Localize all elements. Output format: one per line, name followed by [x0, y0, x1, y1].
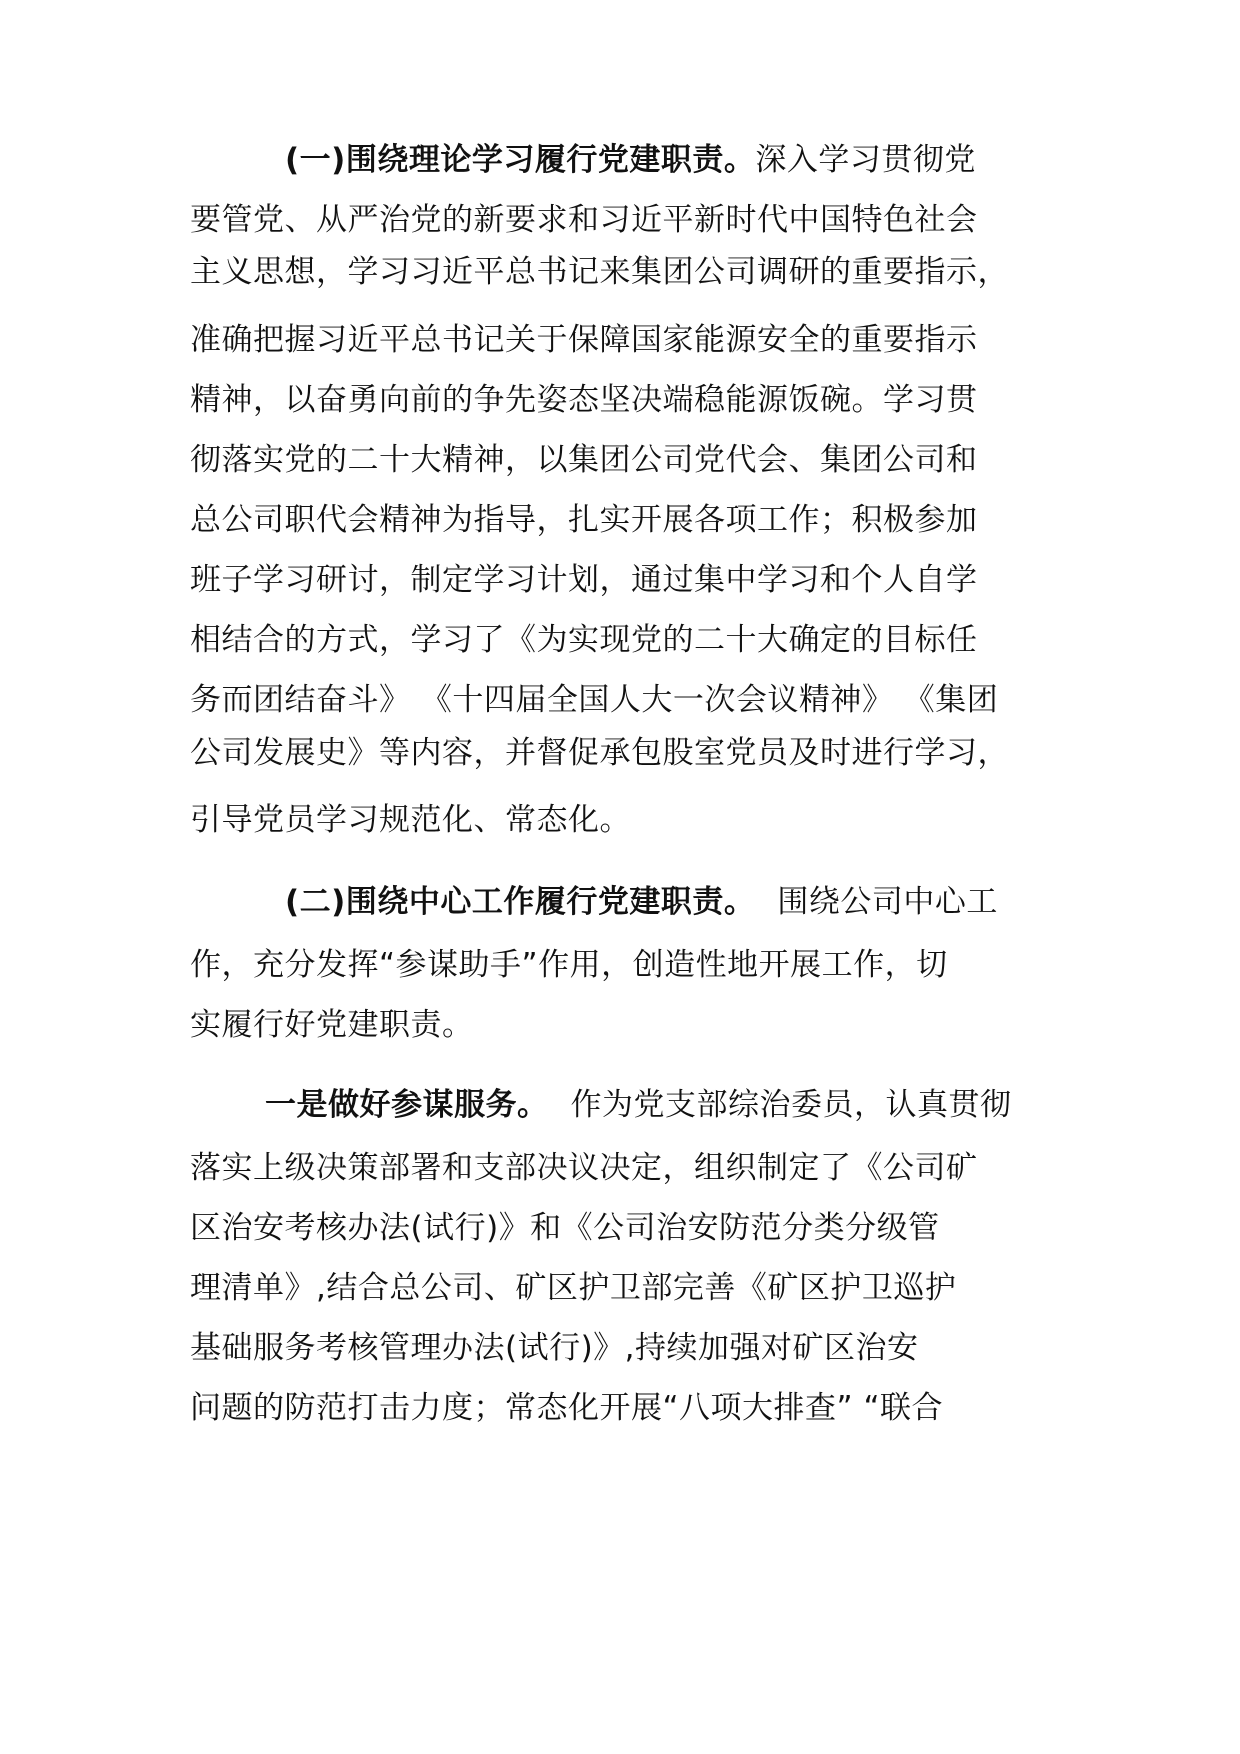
- paragraph-line: 理清单》,结合总公司、矿区护卫部完善《矿区护卫巡护: [190, 1270, 957, 1306]
- paragraph-line: 作，充分发挥“参谋助手”作用，创造性地开展工作，切: [190, 947, 948, 983]
- paragraph-line: 区治安考核办法(试行)》和《公司治安防范分类分级管: [190, 1210, 940, 1246]
- paragraph-line: 实履行好党建职责。: [190, 1007, 474, 1043]
- paragraph-line: 要管党、从严治党的新要求和习近平新时代中国特色社会: [190, 202, 978, 238]
- paragraph-line: 引导党员学习规范化、常态化。: [190, 802, 631, 838]
- paragraph-line: 彻落实党的二十大精神，以集团公司党代会、集团公司和: [190, 442, 978, 478]
- section-2-heading: (二)围绕中心工作履行党建职责。: [285, 884, 756, 920]
- paragraph-line: 务而团结奋斗》 《十四届全国人大一次会议精神》 《集团: [190, 682, 999, 718]
- paragraph-line: 落实上级决策部署和支部决议决定，组织制定了《公司矿: [190, 1150, 978, 1186]
- section-1-first-line-text: 深入学习贯彻党: [755, 142, 976, 178]
- paragraph-line: 基础服务考核管理办法(试行)》,持续加强对矿区治安: [190, 1330, 919, 1366]
- paragraph-line: 精神，以奋勇向前的争先姿态坚决端稳能源饭碗。学习贯: [190, 382, 978, 418]
- section-3-heading: 一是做好参谋服务。: [265, 1087, 549, 1123]
- paragraph-line: 班子学习研讨，制定学习计划，通过集中学习和个人自学: [190, 562, 978, 598]
- paragraph-line: 公司发展史》等内容，并督促承包股室党员及时进行学习，: [190, 735, 1009, 771]
- section-2-first-line: [285, 882, 998, 922]
- section-1-first-line: [285, 140, 976, 180]
- paragraph-line: 问题的防范打击力度；常态化开展“八项大排查” “联合: [190, 1390, 944, 1426]
- paragraph-line: 相结合的方式，学习了《为实现党的二十大确定的目标任: [190, 622, 978, 658]
- paragraph-line: 主义思想，学习习近平总书记来集团公司调研的重要指示，: [190, 254, 1009, 290]
- paragraph-line: 准确把握习近平总书记关于保障国家能源安全的重要指示: [190, 322, 978, 358]
- section-3-first-line-text: 作为党支部综治委员，认真贯彻: [570, 1087, 1012, 1123]
- section-3-first-line: [265, 1085, 1012, 1125]
- paragraph-line: 总公司职代会精神为指导，扎实开展各项工作；积极参加: [190, 502, 978, 538]
- section-1-heading: (一)围绕理论学习履行党建职责。: [285, 142, 756, 178]
- section-2-first-line-text: 围绕公司中心工: [777, 884, 998, 920]
